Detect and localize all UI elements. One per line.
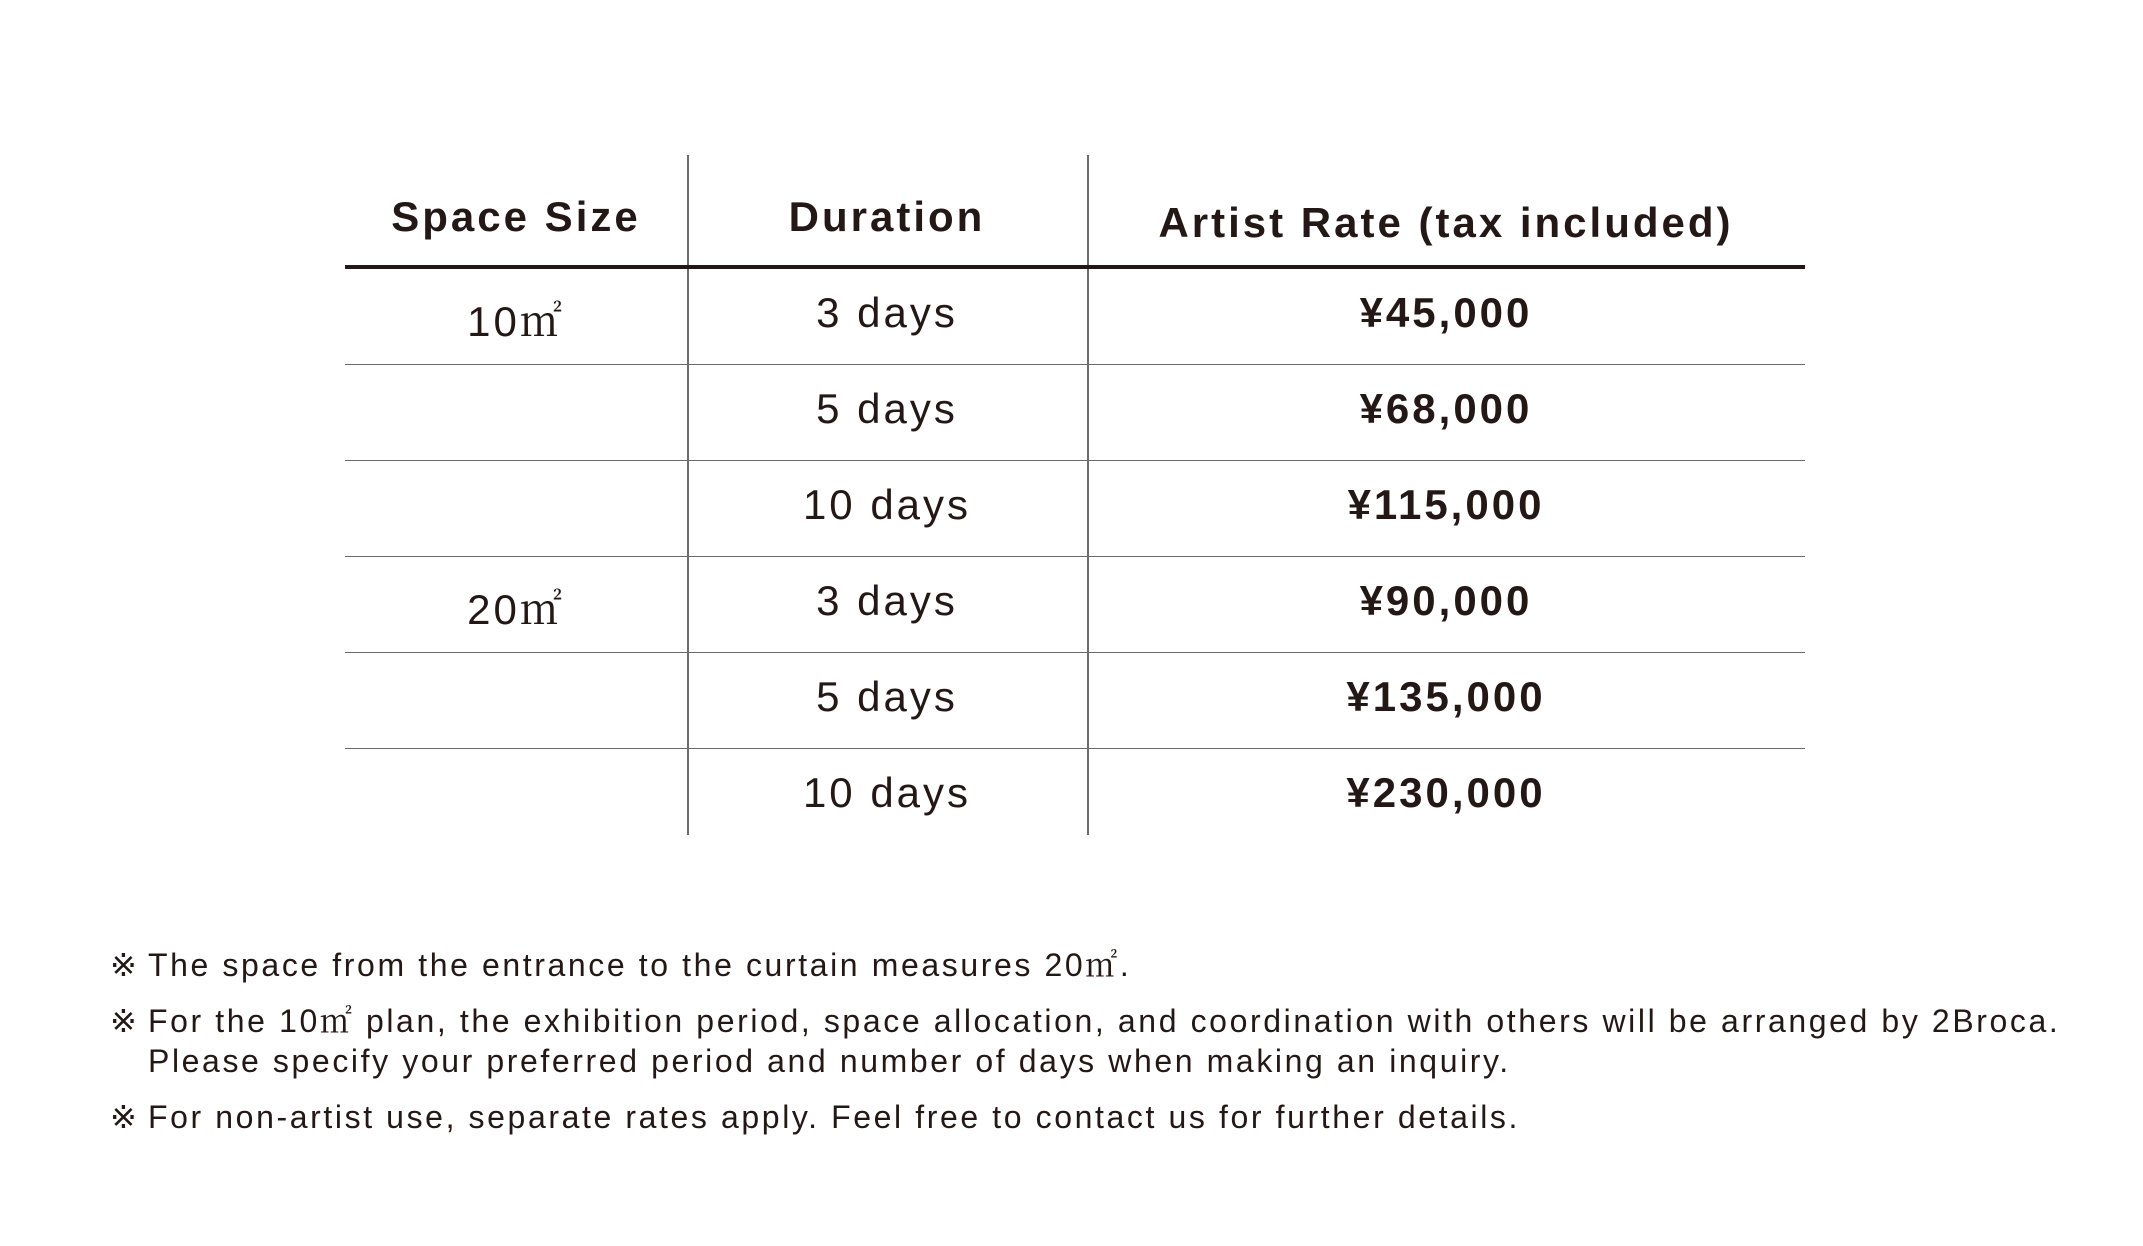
note-item bbox=[110, 1001, 2100, 1081]
table-header bbox=[345, 155, 1805, 269]
note-text: For the 10㎡ plan, the exhibition period, space allocation, and coordination with others will be arranged by 2Broca. Please specify your preferred period and number of days when making an inquiry. bbox=[148, 1003, 2061, 1079]
table-body bbox=[345, 269, 1805, 844]
cell-rate: ¥45,000 bbox=[1359, 289, 1533, 336]
table-row bbox=[345, 557, 1805, 653]
cell-duration: 5 days bbox=[816, 385, 958, 432]
note-item bbox=[110, 945, 2100, 985]
cell-rate: ¥68,000 bbox=[1359, 385, 1533, 432]
cell-duration: 5 days bbox=[816, 673, 958, 720]
cell-rate: ¥90,000 bbox=[1359, 577, 1533, 624]
reference-mark-icon: ※ bbox=[110, 1099, 140, 1135]
cell-rate: ¥115,000 bbox=[1347, 481, 1545, 528]
table-row bbox=[345, 749, 1805, 844]
table-row bbox=[345, 269, 1805, 365]
cell-rate: ¥230,000 bbox=[1346, 769, 1546, 816]
cell-duration: 10 days bbox=[802, 769, 972, 816]
reference-mark-icon: ※ bbox=[110, 1003, 140, 1039]
cell-space-size: 10㎡ bbox=[467, 298, 565, 345]
cell-duration: 3 days bbox=[816, 289, 958, 336]
note-text: For non-artist use, separate rates apply. Feel free to contact us for further details. bbox=[148, 1099, 1521, 1135]
cell-duration: 3 days bbox=[816, 577, 958, 624]
header-artist-rate: Artist Rate (tax included) bbox=[1158, 199, 1734, 246]
reference-mark-icon: ※ bbox=[110, 947, 140, 983]
header-space-size: Space Size bbox=[391, 193, 641, 240]
note-item bbox=[110, 1097, 2100, 1137]
header-duration: Duration bbox=[788, 193, 986, 240]
table-row bbox=[345, 365, 1805, 461]
cell-rate: ¥135,000 bbox=[1346, 673, 1546, 720]
notes-section bbox=[110, 945, 2100, 1153]
cell-space-size: 20㎡ bbox=[467, 586, 565, 633]
cell-duration: 10 days bbox=[802, 481, 972, 528]
note-text: The space from the entrance to the curtain measures 20㎡. bbox=[148, 947, 1132, 983]
table-row bbox=[345, 653, 1805, 749]
table-row bbox=[345, 461, 1805, 557]
